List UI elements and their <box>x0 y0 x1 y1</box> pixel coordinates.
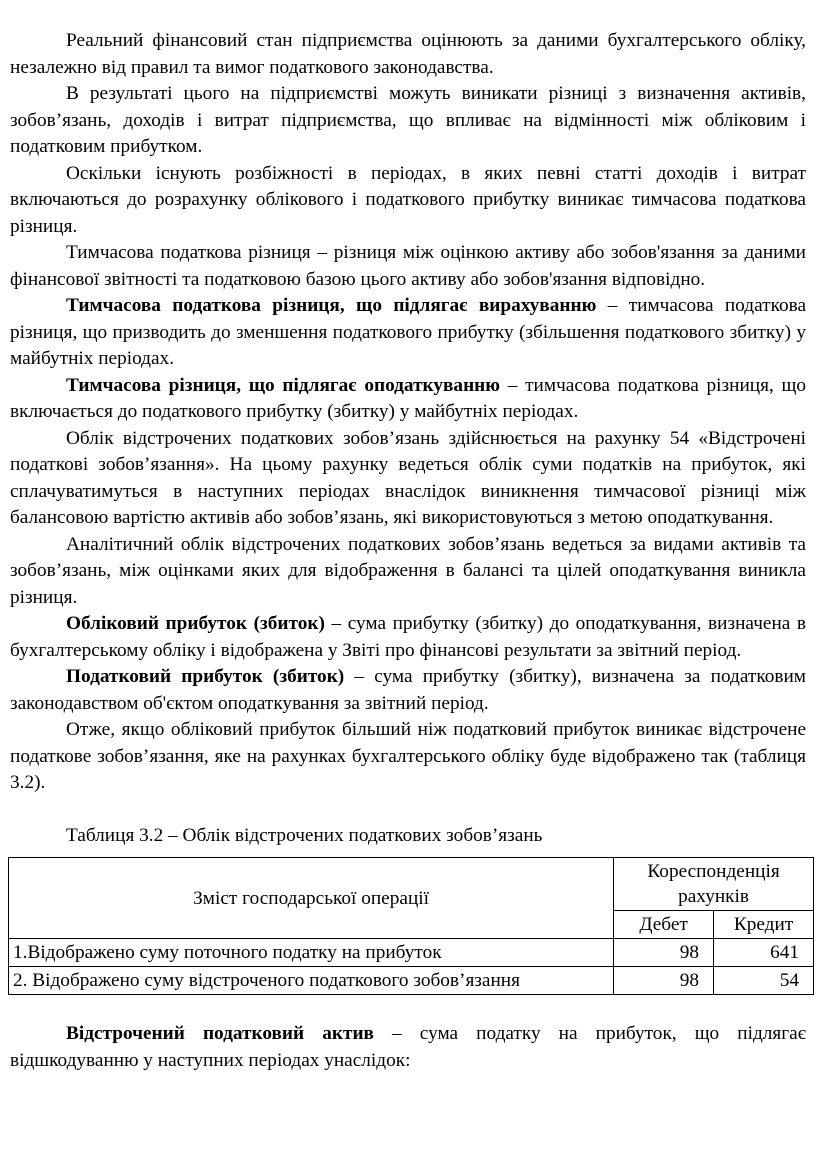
paragraph-text: Тимчасова податкова різниця – різниця між оцінкою активу або зобов'язання за даними фінансової звітності та податковою базою цього активу або зобов'язання відповідно. <box>10 242 806 290</box>
paragraph-11 <box>10 717 806 797</box>
paragraph-text: – сума податку на прибуток, що підлягає відшкодуванню у наступних періодах унаслідок: <box>10 1023 806 1071</box>
paragraph-9 <box>10 611 806 664</box>
term-bold: Податковий прибуток (збиток) <box>66 666 345 687</box>
table-header-row <box>9 858 814 911</box>
paragraph-text: Облік відстрочених податкових зобов’язань здійснюється на рахунку 54 «Відстрочені податкові зобов’язання». На цьому рахунку ведеться облік суми податків на прибуток, які сплачуватимуться в наступних періодах внаслідок виникнення тимчасової різниці між балансовою вартістю активів або зобов’язань, які використовуються з метою оподаткування. <box>10 427 806 528</box>
paragraph-2 <box>10 81 806 161</box>
row-operation: 2. Відображено суму відстроченого податкового зобов’язання <box>9 967 614 995</box>
paragraph-text: – сума прибутку (збитку) до оподаткування, визначена в бухгалтерському обліку і відображена у Звіті про фінансові результати за звітний період. <box>10 613 807 661</box>
paragraph-text: – тимчасова податкова різниця, що призводить до зменшення податкового прибутку (збільшення податкового збитку) у майбутніх періодах. <box>10 295 807 369</box>
row-operation: 1.Відображено суму поточного податку на прибуток <box>9 939 614 967</box>
term-bold: Обліковий прибуток (збиток) <box>66 613 325 634</box>
accounting-table <box>8 857 814 995</box>
header-correspondence: Кореспонденція рахунків <box>614 858 814 911</box>
paragraph-text: – сума прибутку (збитку), визначена за податковим законодавством об'єктом оподаткування за звітний період. <box>10 666 806 714</box>
document-page <box>10 28 806 1074</box>
table-row <box>9 967 814 995</box>
term-bold: Відстрочений податковий актив <box>66 1023 374 1044</box>
paragraph-1 <box>10 28 806 81</box>
paragraph-text: В результаті цього на підприємстві можуть виникати різниці з визначення активів, зобов’язань, доходів і витрат підприємства, що впливає на відмінності між обліковим і податковим прибутком. <box>10 83 806 157</box>
term-bold: Тимчасова податкова різниця, що підлягає вирахуванню <box>66 295 597 316</box>
table-caption: Таблиця 3.2 – Облік відстрочених податкових зобов’язань <box>66 824 543 846</box>
row-debit: 98 <box>614 967 714 995</box>
row-credit: 641 <box>714 939 814 967</box>
paragraph-4 <box>10 240 806 293</box>
paragraph-text: Оскільки існують розбіжності в періодах, в яких певні статті доходів і витрат включаються до розрахунку облікового і податкового прибутку виникає тимчасова податкова різниця. <box>10 162 806 237</box>
header-credit: Кредит <box>714 911 814 939</box>
paragraph-final <box>10 1021 806 1074</box>
row-debit: 98 <box>614 939 714 967</box>
header-debit: Дебет <box>614 911 714 939</box>
paragraph-5 <box>10 293 806 373</box>
paragraph-3 <box>10 161 806 241</box>
table-row <box>9 939 814 967</box>
paragraph-8 <box>10 532 806 612</box>
paragraph-text: Аналітичний облік відстрочених податкових зобов’язань ведеться за видами активів та зобов’язань, між оцінками яких для відображення в балансі та цілей оподаткування виникла різниця. <box>10 533 806 608</box>
row-credit: 54 <box>714 967 814 995</box>
paragraph-6 <box>10 373 806 426</box>
term-bold: Тимчасова різниця, що підлягає оподаткуванню <box>66 374 501 396</box>
paragraph-7 <box>10 426 806 532</box>
paragraph-text: Реальний фінансовий стан підприємства оцінюють за даними бухгалтерського обліку, незалежно від правил та вимог податкового законодавства. <box>10 30 806 78</box>
header-operation: Зміст господарської операції <box>9 858 614 939</box>
paragraph-text: Отже, якщо обліковий прибуток більший ніж податковий прибуток виникає відстрочене податкове зобов’язання, яке на рахунках бухгалтерського обліку буде відображено так (таблиця 3.2). <box>10 719 806 793</box>
paragraph-text: – тимчасова податкова різниця, що включається до податкового прибутку (збитку) у майбутніх періодах. <box>10 374 806 422</box>
paragraph-10 <box>10 664 806 717</box>
